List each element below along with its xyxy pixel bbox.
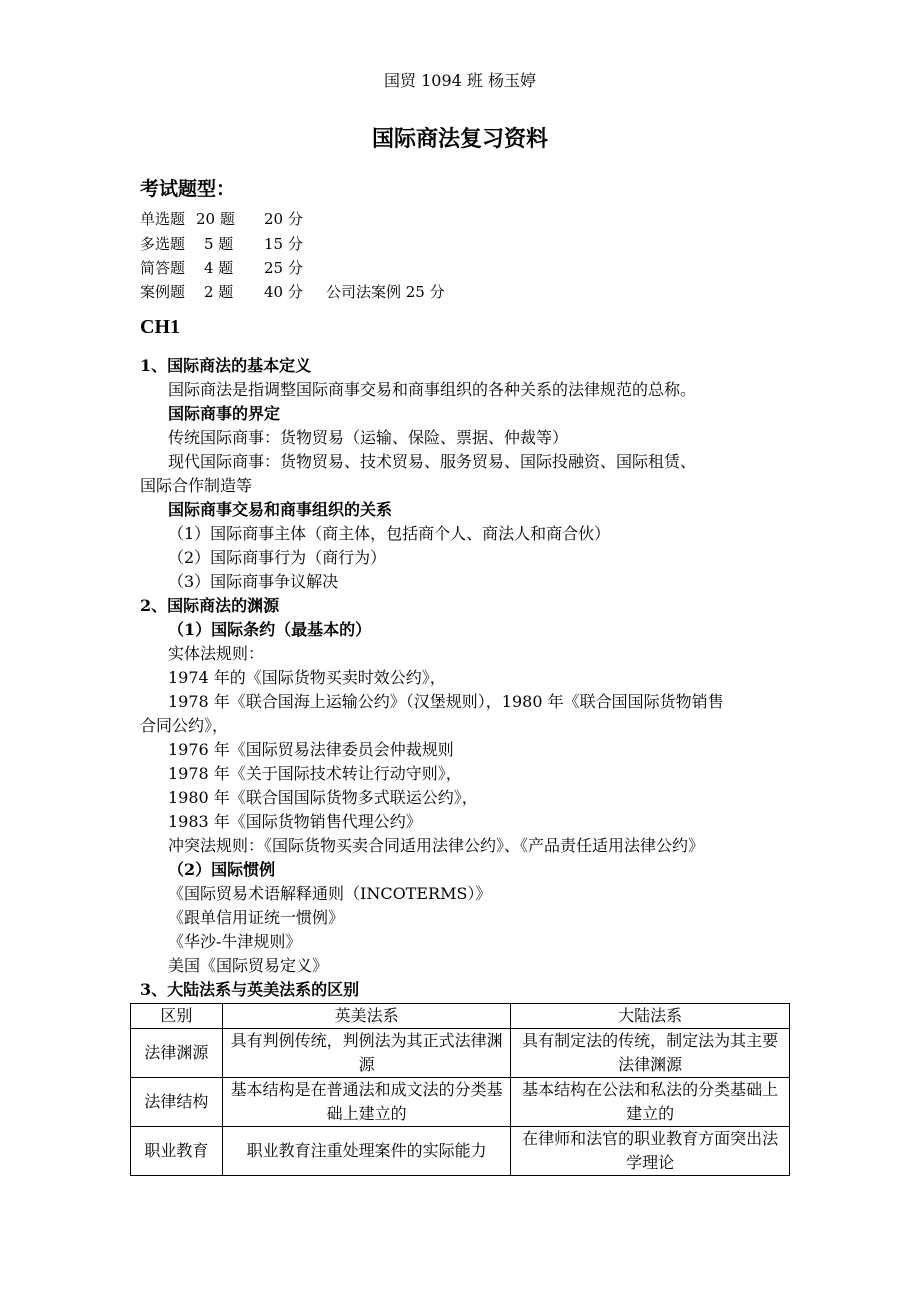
table-row — [131, 1078, 790, 1127]
subheading-scope: 国际商事的界定 — [168, 404, 281, 423]
subheading-customs: （2）国际惯例 — [168, 860, 276, 879]
custom-item: 《华沙-牛津规则》 — [168, 932, 302, 951]
table-cell: 法律结构 — [131, 1078, 223, 1127]
table-cell: 在律师和法官的职业教育方面突出法学理论 — [511, 1127, 790, 1176]
document-title: 国际商法复习资料 — [371, 126, 548, 152]
exam-type: 案例题 — [140, 283, 186, 301]
substantive-rules-label: 实体法规则： — [168, 644, 265, 663]
exam-score: 40 分 — [264, 283, 303, 301]
table-header-cell: 大陆法系 — [511, 1004, 790, 1029]
author-line: 国贸 1094 班 杨玉婷 — [384, 71, 536, 90]
treaty-item: 1978 年《关于国际技术转让行动守则》， — [168, 764, 462, 783]
modern-commerce-line1: 现代国际商事：货物贸易、技术贸易、服务贸易、国际投融资、国际租赁、 — [168, 452, 697, 471]
treaty-item: 1980 年《联合国国际货物多式联运公约》， — [168, 788, 478, 807]
table-cell: 基本结构是在普通法和成文法的分类基础上建立的 — [222, 1078, 510, 1127]
modern-commerce-line2: 国际合作制造等 — [140, 476, 253, 495]
conflict-rules: 冲突法规则：《国际货物买卖合同适用法律公约》、《产品责任适用法律公约》 — [168, 836, 705, 855]
custom-item: 《跟单信用证统一惯例》 — [168, 908, 345, 927]
treaty-item-continued: 合同公约》， — [140, 716, 229, 735]
relation-item: （2）国际商事行为（商行为） — [168, 548, 387, 567]
section-1-title: 1、国际商法的基本定义 — [140, 356, 312, 375]
exam-type: 多选题 — [140, 235, 186, 253]
table-cell: 职业教育 — [131, 1127, 223, 1176]
section-2-title: 2、国际商法的渊源 — [140, 596, 280, 615]
exam-count: 2 题 — [204, 283, 234, 301]
exam-type: 简答题 — [140, 259, 186, 277]
exam-count: 4 题 — [204, 259, 234, 277]
table-header-row — [131, 1004, 790, 1029]
section-3-title: 3、大陆法系与英美法系的区别 — [140, 980, 360, 999]
relation-item: （1）国际商事主体（商主体，包括商个人、商法人和商合伙） — [168, 524, 611, 543]
table-header-cell: 区别 — [131, 1004, 223, 1029]
treaty-item: 1974 年的《国际货物买卖时效公约》， — [168, 668, 446, 687]
chapter-heading: CH1 — [140, 316, 180, 338]
exam-count: 5 题 — [204, 235, 234, 253]
exam-type: 单选题 — [140, 210, 186, 228]
exam-types-heading: 考试题型： — [140, 178, 236, 200]
relation-item: （3）国际商事争议解决 — [168, 572, 339, 591]
comparison-table — [130, 1003, 790, 1176]
custom-item: 《国际贸易术语解释通则（INCOTERMS）》 — [168, 884, 492, 903]
treaty-item: 1976 年《国际贸易法律委员会仲裁规则 — [168, 740, 454, 759]
traditional-commerce: 传统国际商事：货物贸易（运输、保险、票据、仲裁等） — [168, 428, 569, 447]
subheading-relations: 国际商事交易和商事组织的关系 — [168, 500, 393, 519]
table-header-cell: 英美法系 — [222, 1004, 510, 1029]
table-cell: 具有制定法的传统，制定法为其主要法律渊源 — [511, 1029, 790, 1078]
exam-note: 公司法案例 25 分 — [326, 283, 445, 301]
custom-item: 美国《国际贸易定义》 — [168, 956, 329, 975]
definition-text: 国际商法是指调整国际商事交易和商事组织的各种关系的法律规范的总称。 — [168, 380, 697, 399]
treaty-item: 1983 年《国际货物销售代理公约》 — [168, 812, 422, 831]
table-cell: 法律渊源 — [131, 1029, 223, 1078]
table-cell: 基本结构在公法和私法的分类基础上建立的 — [511, 1078, 790, 1127]
exam-count: 20 题 — [196, 210, 235, 228]
treaty-item: 1978 年《联合国海上运输公约》（汉堡规则），1980 年《联合国国际货物销售 — [168, 692, 724, 711]
exam-score: 15 分 — [264, 235, 303, 253]
exam-score: 25 分 — [264, 259, 303, 277]
exam-score: 20 分 — [264, 210, 303, 228]
table-cell: 职业教育注重处理案件的实际能力 — [222, 1127, 510, 1176]
subheading-treaties: （1）国际条约（最基本的） — [168, 620, 372, 639]
table-cell: 具有判例传统，判例法为其正式法律渊源 — [222, 1029, 510, 1078]
table-row — [131, 1029, 790, 1078]
table-row — [131, 1127, 790, 1176]
